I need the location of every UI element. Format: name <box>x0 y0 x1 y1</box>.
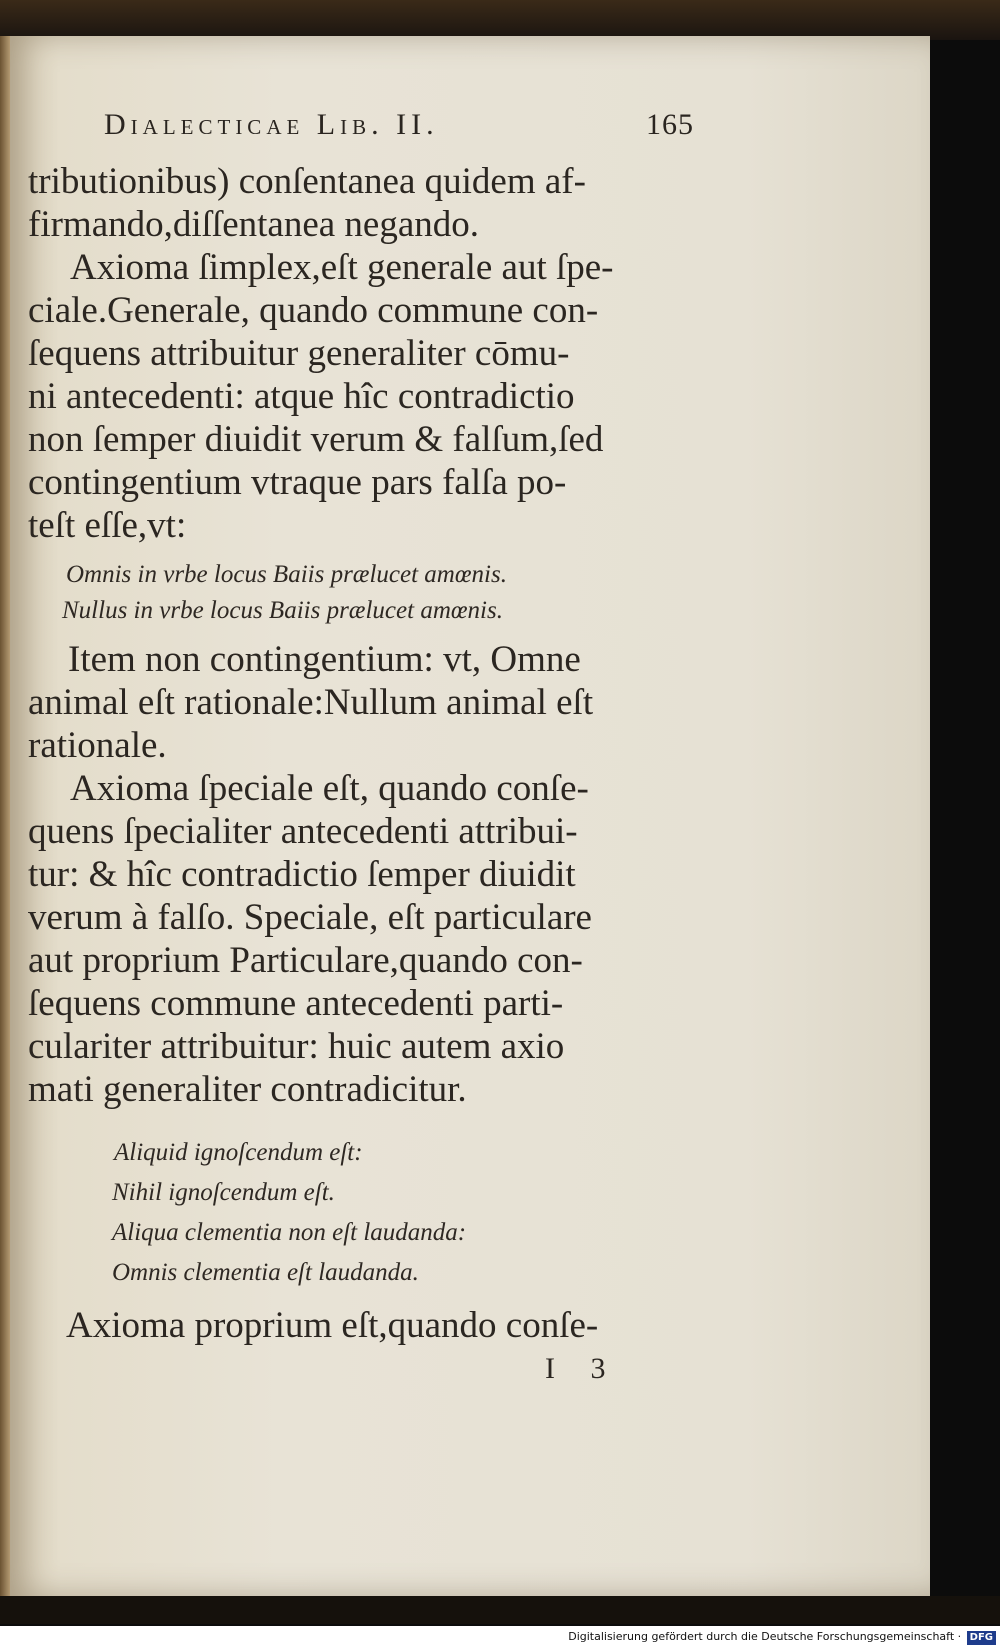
verse-line: Omnis in vrbe locus Baiis prælucet amœnis. <box>66 561 507 588</box>
text-line: contingentium vtraque pars falſa po- <box>28 462 567 503</box>
running-header <box>104 108 694 152</box>
text-line: tributionibus) conſentanea quidem af- <box>28 161 586 202</box>
text-line: ciale.Generale, quando commune con- <box>28 290 599 331</box>
text-line: firmando,diſſentanea negando. <box>28 204 480 245</box>
running-title: Dialecticae Lib. II. <box>104 108 439 141</box>
verse-line: Aliquid ignoſcendum eſt: <box>114 1139 363 1166</box>
dfg-logo: DFG <box>967 1631 996 1645</box>
footer-separator: · <box>957 1630 965 1643</box>
text-line: teſt eſſe,vt: <box>28 505 187 546</box>
text-line: culariter attribuitur: huic autem axio <box>28 1026 565 1067</box>
text-line: aut proprium Particulare,quando con- <box>28 940 583 981</box>
text-line: Axioma ſimplex,eſt generale aut ſpe- <box>70 247 614 288</box>
verse-line: Nihil ignoſcendum eſt. <box>112 1179 335 1206</box>
text-line: non ſemper diuidit verum & falſum,ſed <box>28 419 604 460</box>
text-line: Axioma proprium eſt,quando conſe- <box>66 1305 599 1346</box>
book-edge <box>0 0 1000 40</box>
verse-line: Aliqua clementia non eſt laudanda: <box>112 1219 467 1246</box>
text-line: ſequens commune antecedenti parti- <box>28 983 564 1024</box>
text-line: Axioma ſpeciale eſt, quando conſe- <box>70 768 589 809</box>
text-line: Item non contingentium: vt, Omne <box>68 639 581 680</box>
verse-line: Nullus in vrbe locus Baiis prælucet amœnis. <box>62 597 503 624</box>
page-gutter <box>0 36 10 1596</box>
text-line: animal eſt rationale:Nullum animal eſt <box>28 682 594 723</box>
signature-mark: I 3 <box>545 1352 620 1385</box>
text-line: tur: & hîc contradictio ſemper diuidit <box>28 854 576 895</box>
text-line: verum à falſo. Speciale, eſt particulare <box>28 897 592 938</box>
text-line: ſequens attribuitur generaliter cōmu- <box>28 333 570 374</box>
book-bottom-edge <box>0 1596 1000 1624</box>
text-line: ni antecedenti: atque hîc contradictio <box>28 376 575 417</box>
page-number: 165 <box>646 108 694 141</box>
footer-bar <box>0 1626 1000 1647</box>
text-line: rationale. <box>28 725 167 766</box>
text-line: quens ſpecialiter antecedenti attribui- <box>28 811 578 852</box>
verse-line: Omnis clementia eſt laudanda. <box>112 1259 419 1286</box>
text-line: mati generaliter contradicitur. <box>28 1069 467 1110</box>
footer-credit: Digitalisierung gefördert durch die Deutsche Forschungsgemeinschaft <box>568 1630 955 1643</box>
